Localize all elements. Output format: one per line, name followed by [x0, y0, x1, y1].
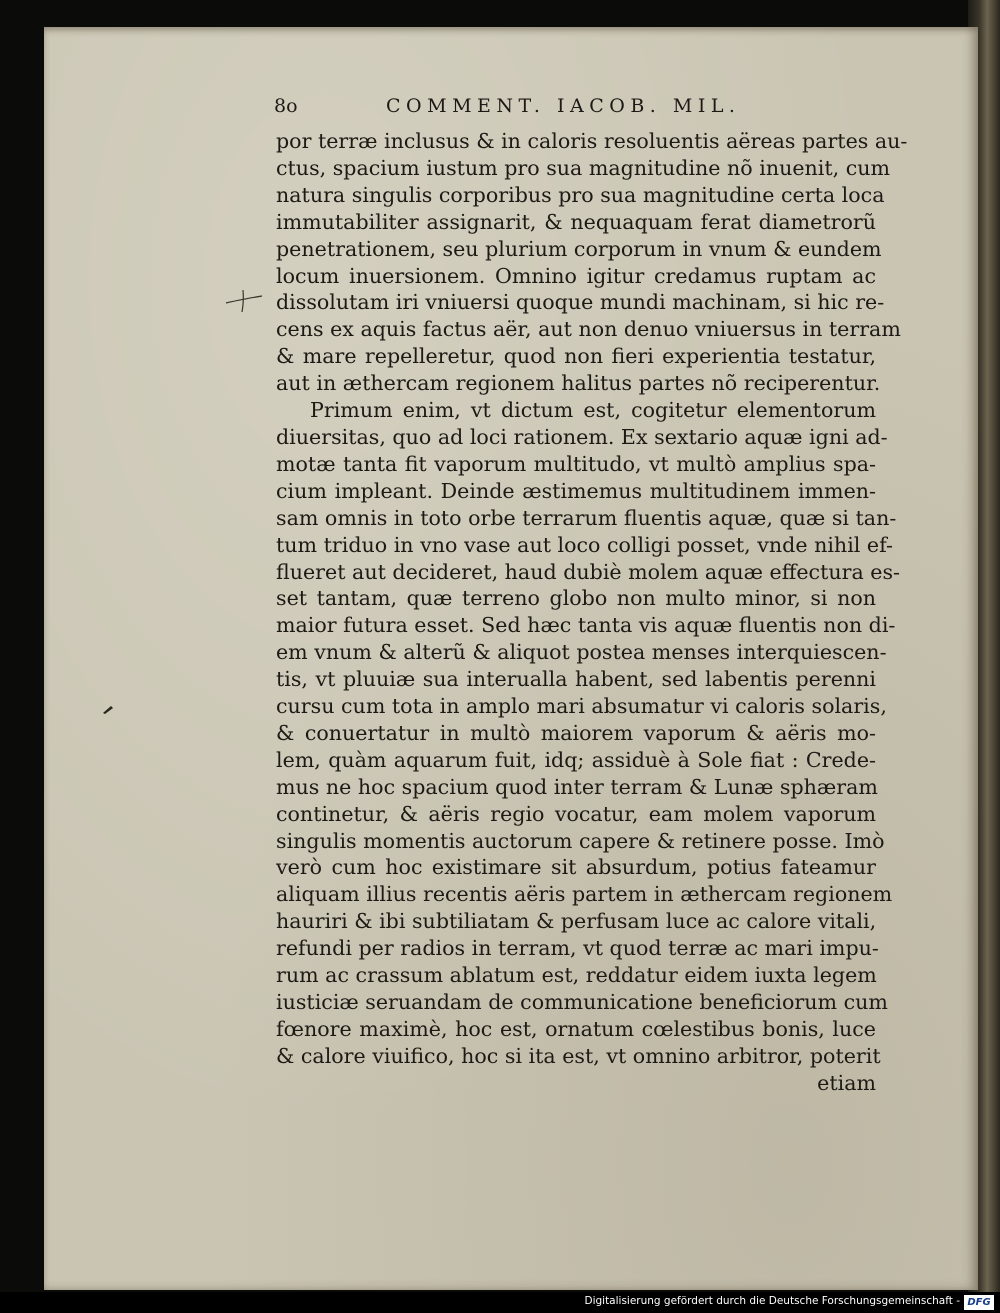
text-line: cium impleant. Deinde æstimemus multitudinem immen-: [276, 478, 876, 503]
text-line: natura singulis corporibus pro sua magnitudine certa loca: [276, 182, 885, 207]
text-line: locum inuersionem. Omnino igitur credamus ruptam ac: [276, 263, 876, 288]
text-line: mus ne hoc spacium quod inter terram & Lunæ sphæram: [276, 774, 878, 799]
body-text: [276, 128, 908, 1097]
text-line: immutabiliter assignarit, & nequaquam ferat diametrorũ: [276, 209, 876, 234]
funding-credit: Digitalisierung gefördert durch die Deutsche Forschungsgemeinschaft -: [584, 1295, 960, 1307]
text-line: tum triduo in vno vase aut loco colligi posset, vnde nihil ef-: [276, 532, 893, 557]
text-line: penetrationem, seu plurium corporum in vnum & eundem: [276, 236, 882, 261]
text-line: hauriri & ibi subtiliatam & perfusam luce ac calore vitali,: [276, 909, 877, 934]
text-line: ctus, spacium iustum pro sua magnitudine nõ inuenit, cum: [276, 155, 891, 180]
text-line: fœnore maximè, hoc est, ornatum cœlestibus bonis, luce: [276, 1016, 876, 1041]
text-line: & calore viuifico, hoc si ita est, vt omnino arbitror, poterit: [276, 1043, 881, 1068]
text-line: maior futura esset. Sed hæc tanta vis aquæ fluentis non di-: [276, 613, 896, 638]
text-line: motæ tanta fit vaporum multitudo, vt multò amplius spa-: [276, 451, 876, 476]
text-line: tis, vt pluuiæ sua interualla habent, sed labentis perenni: [276, 667, 876, 692]
text-line: iusticiæ seruandam de communicatione beneficiorum cum: [276, 990, 888, 1014]
page-number: 8o: [274, 95, 298, 117]
text-line: aut in æthercam regionem halitus partes nõ reciperentur.: [276, 371, 881, 396]
text-line: & mare repelleretur, quod non fieri experientia testatur,: [276, 344, 876, 369]
dfg-logo: DFG: [964, 1295, 994, 1310]
marginal-cross-mark: [224, 289, 264, 313]
running-title: COMMENT. IACOB. MIL.: [386, 95, 741, 117]
text-line: verò cum hoc existimare sit absurdum, potius fateamur: [276, 855, 876, 880]
text-line: Primum enim, vt dictum est, cogitetur elementorum: [310, 398, 876, 423]
running-head: [274, 95, 874, 123]
text-line: sam omnis in toto orbe terrarum fluentis aquæ, quæ si tan-: [276, 505, 897, 530]
text-line: dissolutam iri vniuersi quoque mundi machinam, si hic re-: [276, 290, 885, 315]
text-line: por terræ inclusus & in caloris resoluentis aëreas partes au-: [276, 129, 908, 153]
text-line: singulis momentis auctorum capere & retinere posse. Imò: [276, 828, 885, 853]
text-line: cursu cum tota in amplo mari absumatur vi caloris solaris,: [276, 694, 887, 719]
text-line: continetur, & aëris regio vocatur, eam molem vaporum: [276, 801, 876, 826]
text-line: em vnum & alterũ & aliquot postea menses interquiescen-: [276, 640, 887, 665]
text-line: rum ac crassum ablatum est, reddatur eidem iuxta legem: [276, 963, 877, 988]
text-line: diuersitas, quo ad loci rationem. Ex sextario aquæ igni ad-: [276, 424, 888, 449]
catchword: etiam: [817, 1070, 876, 1095]
ink-speck: [102, 703, 114, 715]
text-line: refundi per radios in terram, vt quod terræ ac mari impu-: [276, 936, 879, 961]
text-line: cens ex aquis factus aër, aut non denuo vniuersus in terram: [276, 317, 901, 342]
digitization-footer: [0, 1292, 1000, 1313]
text-line: lem, quàm aquarum fuit, idq; assiduè à Sole fiat : Crede-: [276, 747, 876, 772]
text-line: flueret aut decideret, haud dubiè molem aquæ effectura es-: [276, 559, 901, 584]
text-line: aliquam illius recentis aëris partem in æthercam regionem: [276, 882, 893, 907]
text-line: & conuertatur in multò maiorem vaporum & aëris mo-: [276, 720, 876, 745]
text-line: set tantam, quæ terreno globo non multo minor, si non: [276, 586, 876, 611]
